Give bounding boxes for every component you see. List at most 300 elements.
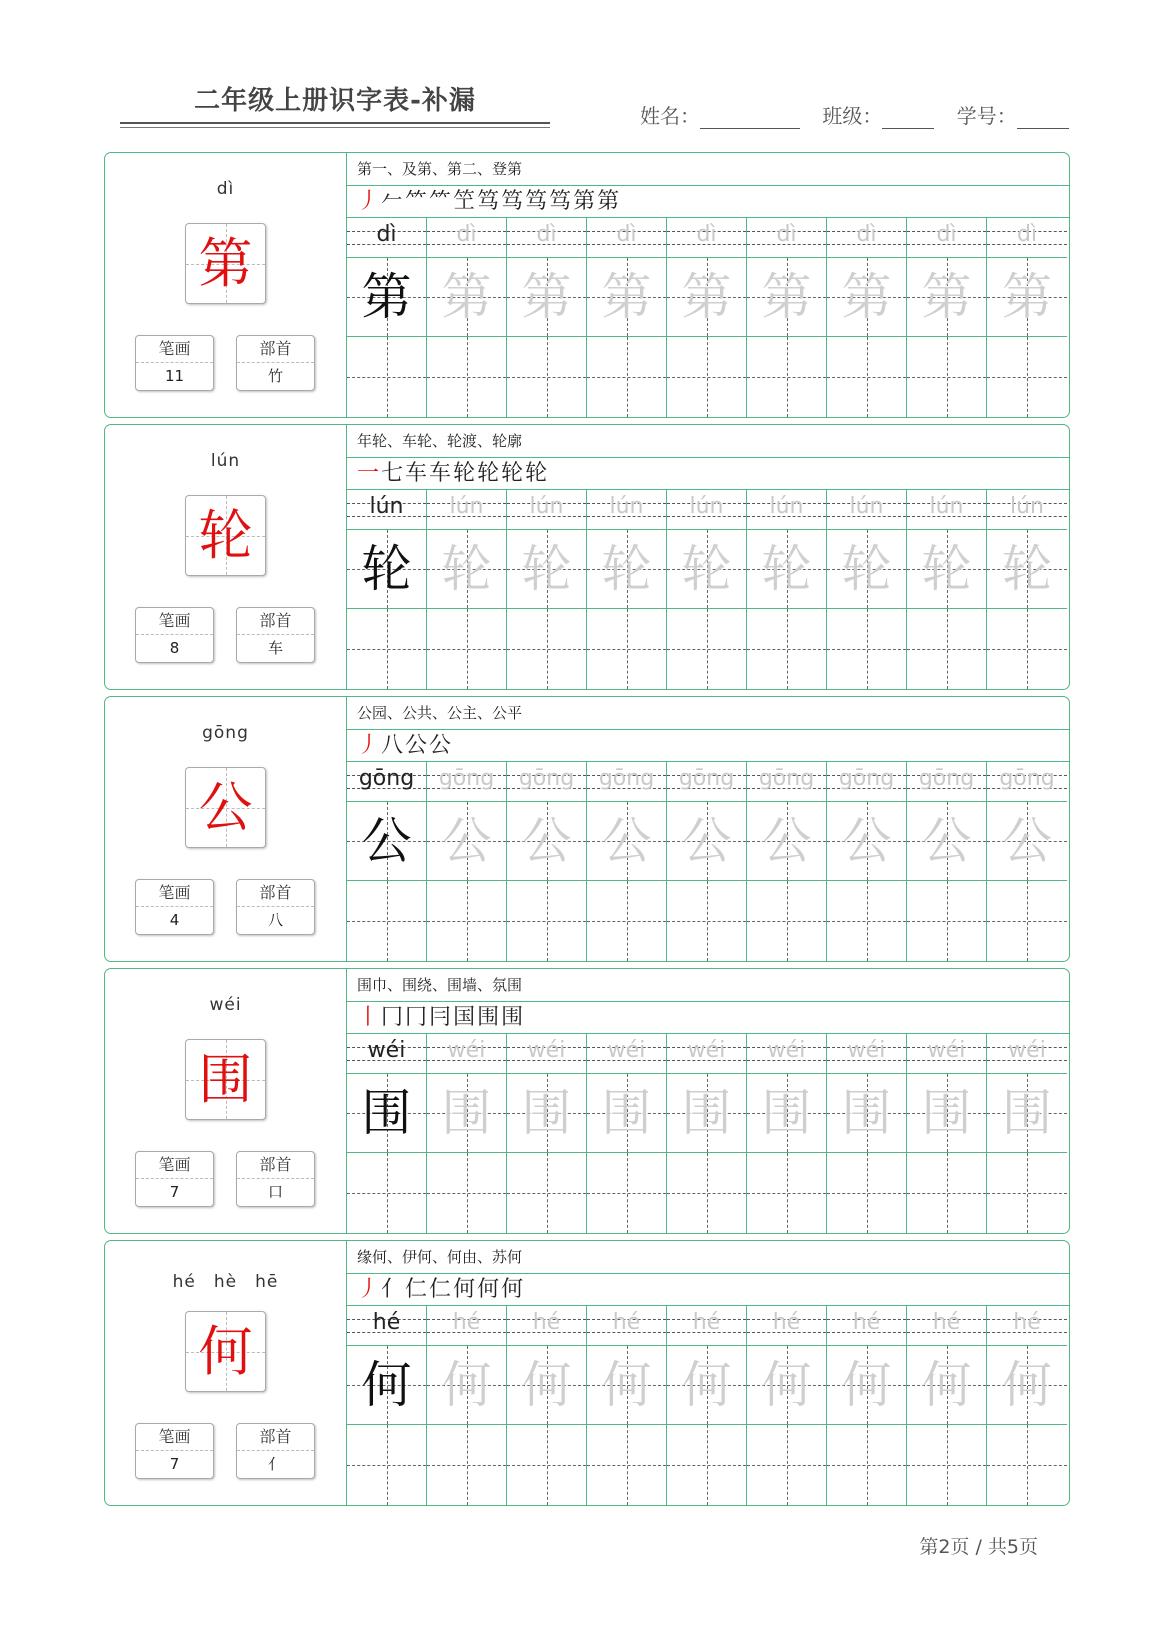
card-summary: [105, 1241, 347, 1505]
practice-grid: [347, 490, 1069, 689]
pinyin-writing-cell[interactable]: [347, 762, 427, 802]
character-writing-cell[interactable]: [827, 1074, 907, 1153]
blank-writing-cell[interactable]: [747, 1425, 827, 1505]
pinyin-writing-cell[interactable]: [907, 762, 987, 802]
character-box: [185, 1039, 266, 1120]
character-trace: 何: [681, 1356, 732, 1414]
blank-writing-cell[interactable]: [667, 881, 747, 961]
stroke-count-value: 11: [164, 367, 185, 385]
character-trace: 公: [761, 812, 812, 870]
character-trace: 围: [601, 1084, 652, 1142]
character-writing-cell[interactable]: [347, 802, 427, 881]
pinyin-label: hé hè hē: [172, 1272, 279, 1292]
character-trace: 第: [601, 268, 652, 326]
stroke-step: 冂: [381, 1005, 404, 1030]
character-writing-cell[interactable]: [587, 530, 667, 609]
character-writing-cell[interactable]: [667, 802, 747, 881]
pinyin-writing-cell[interactable]: [347, 1034, 427, 1074]
character-sample: 公: [361, 812, 412, 870]
blank-writing-cell[interactable]: [907, 1153, 987, 1233]
character-writing-cell[interactable]: [907, 530, 987, 609]
character-writing-cell[interactable]: [667, 1074, 747, 1153]
stroke-step: 何: [453, 1277, 476, 1302]
blank-writing-cell[interactable]: [987, 1425, 1067, 1505]
class-label: 班级：: [822, 104, 883, 128]
character-writing-cell[interactable]: [907, 1074, 987, 1153]
pinyin-writing-cell[interactable]: [747, 1306, 827, 1346]
number-field[interactable]: [1017, 108, 1069, 129]
stroke-count-label: 笔画: [136, 1152, 213, 1179]
blank-writing-cell[interactable]: [907, 609, 987, 689]
radical-value: 口: [267, 1183, 283, 1201]
pinyin-writing-cell[interactable]: [747, 490, 827, 530]
stroke-step: 公: [429, 733, 452, 758]
blank-writing-cell[interactable]: [827, 881, 907, 961]
character-trace: 第: [681, 268, 732, 326]
pinyin-writing-cell[interactable]: [347, 1306, 427, 1346]
character-trace: 何: [841, 1356, 892, 1414]
pinyin-writing-cell[interactable]: [587, 1306, 667, 1346]
character-trace: 第: [921, 268, 972, 326]
radical-label: 部首: [237, 336, 314, 363]
pinyin-trace: hé: [1013, 1310, 1041, 1335]
character-trace: 公: [1002, 812, 1052, 870]
main-character: 轮: [198, 504, 253, 567]
stroke-step: 笃: [477, 189, 500, 214]
example-words: 公园、公共、公主、公平: [347, 697, 1069, 730]
stroke-step: 何: [477, 1277, 500, 1302]
pinyin-writing-cell[interactable]: [987, 762, 1067, 802]
pinyin-writing-cell[interactable]: [987, 218, 1067, 258]
stroke-step: 冃: [429, 1005, 452, 1030]
character-writing-cell[interactable]: [347, 1346, 427, 1425]
pinyin-writing-cell[interactable]: [667, 218, 747, 258]
pinyin-trace: dì: [1016, 222, 1038, 247]
pinyin-writing-cell[interactable]: [427, 218, 507, 258]
character-trace: 第: [441, 268, 492, 326]
pinyin-writing-cell[interactable]: [587, 490, 667, 530]
pinyin-writing-cell[interactable]: [507, 762, 587, 802]
pinyin-trace: gōng: [518, 766, 575, 791]
character-writing-cell[interactable]: [427, 1346, 507, 1425]
number-label: 学号：: [956, 104, 1017, 128]
stroke-count-label: 笔画: [136, 1424, 213, 1451]
character-writing-cell[interactable]: [747, 802, 827, 881]
character-trace: 第: [521, 268, 572, 326]
card-summary: [105, 697, 347, 961]
pinyin-writing-cell[interactable]: [987, 490, 1067, 530]
character-box: [185, 495, 266, 576]
pinyin-writing-cell[interactable]: [507, 1306, 587, 1346]
blank-writing-cell[interactable]: [507, 881, 587, 961]
character-card: [104, 152, 1070, 418]
radical-value: 车: [267, 639, 283, 657]
character-writing-cell[interactable]: [987, 1074, 1067, 1153]
pinyin-writing-cell[interactable]: [427, 1034, 507, 1074]
pinyin-writing-cell[interactable]: [667, 490, 747, 530]
character-card: [104, 1240, 1070, 1506]
stroke-order-row: [347, 185, 1069, 218]
pinyin-sample: lún: [369, 494, 404, 519]
blank-writing-cell[interactable]: [507, 1153, 587, 1233]
pinyin-trace: wéi: [527, 1038, 566, 1063]
practice-area: [347, 969, 1069, 1233]
character-trace: 何: [1002, 1356, 1052, 1414]
stroke-step: 亻: [381, 1277, 404, 1302]
stroke-count-label: 笔画: [136, 336, 213, 363]
character-writing-cell[interactable]: [347, 530, 427, 609]
blank-writing-cell[interactable]: [427, 1425, 507, 1505]
pinyin-trace: gōng: [918, 766, 975, 791]
character-writing-cell[interactable]: [987, 1346, 1067, 1425]
blank-writing-cell[interactable]: [747, 1153, 827, 1233]
character-trace: 何: [601, 1356, 652, 1414]
radical-label: 部首: [237, 880, 314, 907]
main-character: 何: [198, 1320, 253, 1383]
character-writing-cell[interactable]: [747, 1346, 827, 1425]
pinyin-trace: wéi: [607, 1038, 646, 1063]
character-writing-cell[interactable]: [507, 802, 587, 881]
character-trace: 第: [841, 268, 892, 326]
pinyin-writing-cell[interactable]: [507, 1034, 587, 1074]
page-title: 二年级上册识字表-补漏: [194, 86, 476, 116]
blank-writing-cell[interactable]: [347, 1425, 427, 1505]
character-trace: 公: [521, 812, 572, 870]
pinyin-trace: dì: [856, 222, 877, 247]
character-box: [185, 1311, 266, 1392]
example-words: 年轮、车轮、轮渡、轮廓: [347, 425, 1069, 458]
character-trace: 公: [841, 812, 892, 870]
blank-writing-cell[interactable]: [987, 609, 1067, 689]
character-trace: 轮: [601, 540, 652, 598]
pinyin-writing-cell[interactable]: [827, 218, 907, 258]
pinyin-trace: lún: [769, 494, 804, 519]
pinyin-writing-cell[interactable]: [667, 1034, 747, 1074]
pinyin-trace: dì: [696, 222, 717, 247]
character-trace: 何: [441, 1356, 492, 1414]
pinyin-writing-cell[interactable]: [907, 1034, 987, 1074]
radical-box: [236, 1423, 315, 1479]
character-writing-cell[interactable]: [747, 258, 827, 337]
stroke-step: 七: [381, 461, 404, 486]
stroke-step: 车: [405, 461, 428, 486]
pinyin-trace: hé: [852, 1310, 881, 1335]
pinyin-label: gōng: [202, 723, 249, 743]
blank-writing-cell[interactable]: [827, 1153, 907, 1233]
pinyin-writing-cell[interactable]: [987, 1306, 1067, 1346]
pinyin-trace: lún: [529, 494, 564, 519]
pinyin-trace: lún: [689, 494, 724, 519]
stroke-step: 公: [405, 733, 428, 758]
class-field[interactable]: [882, 108, 934, 129]
stroke-step: 丿: [357, 1277, 380, 1302]
stroke-count-box: [135, 335, 214, 391]
blank-writing-cell[interactable]: [667, 1153, 747, 1233]
blank-writing-cell[interactable]: [587, 881, 667, 961]
character-writing-cell[interactable]: [987, 258, 1067, 337]
blank-writing-cell[interactable]: [507, 609, 587, 689]
blank-writing-cell[interactable]: [427, 881, 507, 961]
pinyin-trace: hé: [932, 1310, 961, 1335]
stroke-step: ⺮: [429, 189, 452, 214]
stroke-count-box: [135, 879, 214, 935]
blank-writing-cell[interactable]: [827, 337, 907, 417]
radical-value: 亻: [267, 1455, 283, 1473]
pinyin-trace: dì: [616, 222, 637, 247]
character-trace: 何: [521, 1356, 572, 1414]
blank-writing-cell[interactable]: [427, 1153, 507, 1233]
stroke-step: 围: [477, 1005, 500, 1030]
pinyin-trace: gōng: [678, 766, 735, 791]
character-trace: 何: [761, 1356, 812, 1414]
character-writing-cell[interactable]: [987, 530, 1067, 609]
character-writing-cell[interactable]: [827, 1346, 907, 1425]
pinyin-trace: dì: [536, 222, 557, 247]
pinyin-writing-cell[interactable]: [827, 1034, 907, 1074]
character-writing-cell[interactable]: [347, 258, 427, 337]
pinyin-trace: lún: [929, 494, 964, 519]
blank-writing-cell[interactable]: [347, 337, 427, 417]
pinyin-writing-cell[interactable]: [347, 490, 427, 530]
stroke-step: 丿: [357, 189, 380, 214]
blank-writing-cell[interactable]: [907, 1425, 987, 1505]
blank-writing-cell[interactable]: [987, 881, 1067, 961]
character-trace: 第: [1002, 268, 1052, 326]
blank-writing-cell[interactable]: [747, 337, 827, 417]
stroke-step: 仁: [405, 1277, 428, 1302]
character-writing-cell[interactable]: [987, 802, 1067, 881]
pinyin-writing-cell[interactable]: [907, 490, 987, 530]
card-summary: [105, 969, 347, 1233]
stroke-step: 丨: [357, 1005, 380, 1030]
pinyin-sample: wéi: [367, 1038, 406, 1063]
character-writing-cell[interactable]: [507, 1346, 587, 1425]
character-writing-cell[interactable]: [507, 258, 587, 337]
blank-writing-cell[interactable]: [587, 337, 667, 417]
pinyin-trace: dì: [456, 222, 477, 247]
character-sample: 轮: [361, 540, 412, 598]
stroke-step: 𠂉: [381, 189, 404, 214]
pinyin-writing-cell[interactable]: [907, 1306, 987, 1346]
pinyin-trace: wéi: [1008, 1038, 1046, 1063]
character-card: [104, 424, 1070, 690]
page-number: 第2页 / 共5页: [919, 1536, 1038, 1558]
character-trace: 轮: [841, 540, 892, 598]
stroke-count-value: 4: [169, 911, 180, 929]
character-writing-cell[interactable]: [507, 1074, 587, 1153]
blank-writing-cell[interactable]: [667, 609, 747, 689]
pinyin-writing-cell[interactable]: [747, 762, 827, 802]
stroke-step: 何: [501, 1277, 524, 1302]
character-trace: 轮: [681, 540, 732, 598]
example-words: 第一、及第、第二、登第: [347, 153, 1069, 186]
name-label: 姓名：: [640, 104, 700, 128]
blank-writing-cell[interactable]: [987, 337, 1067, 417]
blank-writing-cell[interactable]: [507, 337, 587, 417]
character-trace: 轮: [921, 540, 972, 598]
pinyin-writing-cell[interactable]: [507, 218, 587, 258]
character-writing-cell[interactable]: [907, 1346, 987, 1425]
character-writing-cell[interactable]: [507, 530, 587, 609]
stroke-step: 笃: [549, 189, 572, 214]
blank-writing-cell[interactable]: [747, 881, 827, 961]
character-writing-cell[interactable]: [827, 802, 907, 881]
character-writing-cell[interactable]: [427, 802, 507, 881]
practice-area: [347, 697, 1069, 961]
stroke-order-row: [347, 729, 1069, 762]
blank-writing-cell[interactable]: [587, 1153, 667, 1233]
character-trace: 公: [921, 812, 972, 870]
pinyin-trace: hé: [692, 1310, 721, 1335]
stroke-step: 冂: [405, 1005, 428, 1030]
character-writing-cell[interactable]: [747, 530, 827, 609]
blank-writing-cell[interactable]: [427, 337, 507, 417]
blank-writing-cell[interactable]: [827, 1425, 907, 1505]
pinyin-writing-cell[interactable]: [427, 1306, 507, 1346]
character-writing-cell[interactable]: [347, 1074, 427, 1153]
character-box: [185, 223, 266, 304]
radical-value: 八: [267, 911, 283, 929]
main-character: 公: [198, 776, 253, 839]
stroke-count-value: 7: [169, 1183, 180, 1201]
pinyin-label: lún: [210, 451, 241, 471]
pinyin-writing-cell[interactable]: [747, 1034, 827, 1074]
character-writing-cell[interactable]: [667, 258, 747, 337]
character-writing-cell[interactable]: [827, 258, 907, 337]
main-character: 围: [198, 1048, 253, 1111]
pinyin-writing-cell[interactable]: [827, 762, 907, 802]
example-words: 围巾、围绕、围墙、氛围: [347, 969, 1069, 1002]
pinyin-writing-cell[interactable]: [667, 1306, 747, 1346]
pinyin-writing-cell[interactable]: [427, 490, 507, 530]
blank-writing-cell[interactable]: [427, 609, 507, 689]
stroke-step: 第: [597, 189, 620, 214]
character-writing-cell[interactable]: [667, 1346, 747, 1425]
character-trace: 第: [761, 268, 812, 326]
blank-writing-cell[interactable]: [587, 609, 667, 689]
blank-writing-cell[interactable]: [347, 1153, 427, 1233]
pinyin-writing-cell[interactable]: [987, 1034, 1067, 1074]
pinyin-trace: wéi: [687, 1038, 726, 1063]
character-trace: 围: [921, 1084, 972, 1142]
pinyin-writing-cell[interactable]: [827, 1306, 907, 1346]
main-character: 第: [198, 232, 253, 295]
blank-writing-cell[interactable]: [907, 337, 987, 417]
pinyin-trace: hé: [612, 1310, 641, 1335]
pinyin-trace: gōng: [838, 766, 895, 791]
stroke-count-box: [135, 607, 214, 663]
pinyin-writing-cell[interactable]: [587, 218, 667, 258]
character-card: [104, 968, 1070, 1234]
character-writing-cell[interactable]: [747, 1074, 827, 1153]
stroke-order-row: [347, 1001, 1069, 1034]
character-writing-cell[interactable]: [587, 258, 667, 337]
stroke-step: 国: [453, 1005, 476, 1030]
blank-writing-cell[interactable]: [587, 1425, 667, 1505]
character-trace: 围: [841, 1084, 892, 1142]
student-info: [640, 100, 1069, 129]
pinyin-trace: lún: [449, 494, 484, 519]
radical-box: [236, 607, 315, 663]
pinyin-trace: hé: [772, 1310, 801, 1335]
pinyin-writing-cell[interactable]: [427, 762, 507, 802]
stroke-order-row: [347, 457, 1069, 490]
pinyin-trace: gōng: [999, 766, 1055, 791]
blank-writing-cell[interactable]: [347, 881, 427, 961]
blank-writing-cell[interactable]: [747, 609, 827, 689]
stroke-count-value: 7: [169, 1455, 180, 1473]
pinyin-trace: wéi: [767, 1038, 806, 1063]
pinyin-trace: hé: [452, 1310, 481, 1335]
blank-writing-cell[interactable]: [907, 881, 987, 961]
pinyin-trace: dì: [936, 222, 957, 247]
character-writing-cell[interactable]: [667, 530, 747, 609]
character-sample: 围: [361, 1084, 412, 1142]
stroke-step: 一: [357, 461, 380, 486]
practice-area: [347, 153, 1069, 417]
character-writing-cell[interactable]: [907, 258, 987, 337]
blank-writing-cell[interactable]: [667, 1425, 747, 1505]
blank-writing-cell[interactable]: [667, 337, 747, 417]
blank-writing-cell[interactable]: [827, 609, 907, 689]
radical-box: [236, 879, 315, 935]
character-trace: 公: [601, 812, 652, 870]
pinyin-writing-cell[interactable]: [587, 762, 667, 802]
character-writing-cell[interactable]: [827, 530, 907, 609]
character-trace: 围: [521, 1084, 572, 1142]
character-writing-cell[interactable]: [427, 1074, 507, 1153]
character-writing-cell[interactable]: [907, 802, 987, 881]
pinyin-writing-cell[interactable]: [587, 1034, 667, 1074]
pinyin-writing-cell[interactable]: [907, 218, 987, 258]
character-trace: 何: [921, 1356, 972, 1414]
pinyin-writing-cell[interactable]: [507, 490, 587, 530]
blank-writing-cell[interactable]: [987, 1153, 1067, 1233]
pinyin-trace: lún: [609, 494, 644, 519]
stroke-step: 第: [573, 189, 596, 214]
practice-grid: [347, 1306, 1069, 1505]
stroke-step: 围: [501, 1005, 524, 1030]
radical-label: 部首: [237, 1424, 314, 1451]
stroke-step: 八: [381, 733, 404, 758]
stroke-step: 笃: [525, 189, 548, 214]
character-writing-cell[interactable]: [587, 1074, 667, 1153]
name-field[interactable]: [700, 108, 800, 129]
practice-grid: [347, 218, 1069, 417]
pinyin-writing-cell[interactable]: [747, 218, 827, 258]
character-writing-cell[interactable]: [427, 530, 507, 609]
pinyin-writing-cell[interactable]: [827, 490, 907, 530]
blank-writing-cell[interactable]: [507, 1425, 587, 1505]
blank-writing-cell[interactable]: [347, 609, 427, 689]
character-writing-cell[interactable]: [427, 258, 507, 337]
pinyin-trace: wéi: [447, 1038, 486, 1063]
character-card: [104, 696, 1070, 962]
character-writing-cell[interactable]: [587, 1346, 667, 1425]
stroke-step: 笃: [501, 189, 524, 214]
pinyin-trace: hé: [532, 1310, 561, 1335]
practice-area: [347, 1241, 1069, 1505]
stroke-step: 轮: [453, 461, 476, 486]
pinyin-writing-cell[interactable]: [667, 762, 747, 802]
pinyin-sample: dì: [376, 222, 397, 247]
pinyin-sample: hé: [372, 1310, 401, 1335]
pinyin-writing-cell[interactable]: [347, 218, 427, 258]
stroke-count-value: 8: [169, 639, 180, 657]
character-writing-cell[interactable]: [587, 802, 667, 881]
stroke-step: 轮: [477, 461, 500, 486]
practice-grid: [347, 762, 1069, 961]
